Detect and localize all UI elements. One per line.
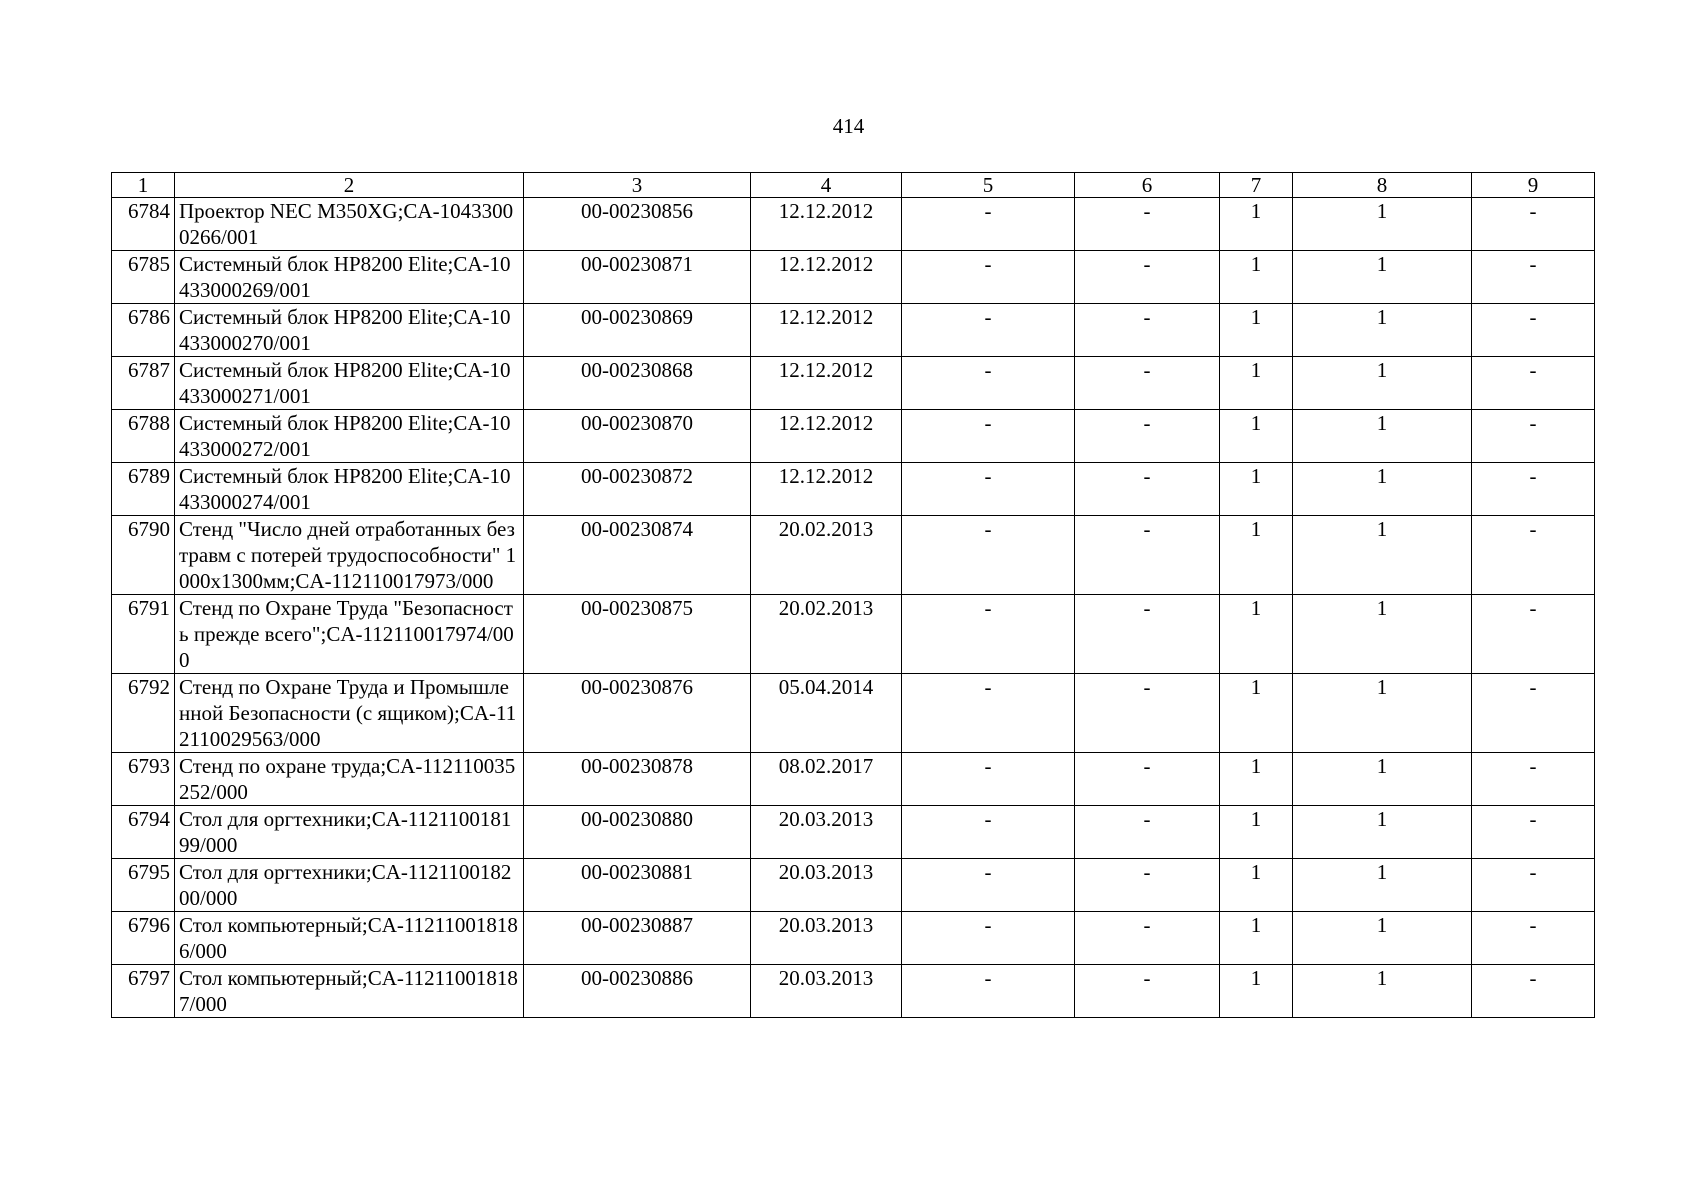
row-number-cell: 6795 xyxy=(112,859,175,912)
header-cell: 1 xyxy=(112,173,175,198)
col5-cell: - xyxy=(902,304,1075,357)
date-cell: 20.03.2013 xyxy=(751,806,902,859)
col7-cell: 1 xyxy=(1220,198,1293,251)
date-cell: 12.12.2012 xyxy=(751,357,902,410)
col6-cell: - xyxy=(1075,753,1220,806)
date-cell: 05.04.2014 xyxy=(751,674,902,753)
col8-cell: 1 xyxy=(1293,965,1472,1018)
item-name-cell: Стенд "Число дней отработанных без травм с потерей трудоспособности" 1000х1300мм;CA-112110017973/000 xyxy=(175,516,524,595)
col6-cell: - xyxy=(1075,859,1220,912)
page-number: 414 xyxy=(832,114,865,138)
table-row xyxy=(112,357,1595,410)
item-name-cell: Стол компьютерный;CA-112110018186/000 xyxy=(175,912,524,965)
header-row xyxy=(112,173,1595,198)
col7-cell: 1 xyxy=(1220,463,1293,516)
col5-cell: - xyxy=(902,912,1075,965)
col6-cell: - xyxy=(1075,912,1220,965)
col8-cell: 1 xyxy=(1293,357,1472,410)
col9-cell: - xyxy=(1472,753,1595,806)
header-cell: 8 xyxy=(1293,173,1472,198)
col9-cell: - xyxy=(1472,806,1595,859)
col5-cell: - xyxy=(902,410,1075,463)
item-name-cell: Стол для оргтехники;CA-112110018199/000 xyxy=(175,806,524,859)
col6-cell: - xyxy=(1075,965,1220,1018)
date-cell: 12.12.2012 xyxy=(751,251,902,304)
inventory-code-cell: 00-00230875 xyxy=(524,595,751,674)
col6-cell: - xyxy=(1075,410,1220,463)
item-name-cell: Стенд по Охране Труда и Промышленной Безопасности (с ящиком);CA-112110029563/000 xyxy=(175,674,524,753)
col5-cell: - xyxy=(902,674,1075,753)
col7-cell: 1 xyxy=(1220,595,1293,674)
row-number-cell: 6797 xyxy=(112,965,175,1018)
inventory-table xyxy=(111,172,1595,1018)
col9-cell: - xyxy=(1472,198,1595,251)
col5-cell: - xyxy=(902,859,1075,912)
date-cell: 08.02.2017 xyxy=(751,753,902,806)
table-header xyxy=(112,173,1595,198)
col5-cell: - xyxy=(902,516,1075,595)
date-cell: 12.12.2012 xyxy=(751,463,902,516)
col7-cell: 1 xyxy=(1220,912,1293,965)
inventory-code-cell: 00-00230868 xyxy=(524,357,751,410)
col5-cell: - xyxy=(902,806,1075,859)
item-name-cell: Системный блок HP8200 Elite;CA-10433000270/001 xyxy=(175,304,524,357)
row-number-cell: 6789 xyxy=(112,463,175,516)
col6-cell: - xyxy=(1075,674,1220,753)
row-number-cell: 6796 xyxy=(112,912,175,965)
col6-cell: - xyxy=(1075,357,1220,410)
table-row xyxy=(112,965,1595,1018)
inventory-code-cell: 00-00230874 xyxy=(524,516,751,595)
col6-cell: - xyxy=(1075,304,1220,357)
header-cell: 4 xyxy=(751,173,902,198)
col7-cell: 1 xyxy=(1220,251,1293,304)
col5-cell: - xyxy=(902,251,1075,304)
date-cell: 20.03.2013 xyxy=(751,912,902,965)
date-cell: 12.12.2012 xyxy=(751,410,902,463)
col6-cell: - xyxy=(1075,516,1220,595)
col9-cell: - xyxy=(1472,357,1595,410)
inventory-code-cell: 00-00230872 xyxy=(524,463,751,516)
col8-cell: 1 xyxy=(1293,859,1472,912)
row-number-cell: 6793 xyxy=(112,753,175,806)
inventory-code-cell: 00-00230880 xyxy=(524,806,751,859)
table-row xyxy=(112,753,1595,806)
inventory-code-cell: 00-00230870 xyxy=(524,410,751,463)
col6-cell: - xyxy=(1075,198,1220,251)
header-cell: 9 xyxy=(1472,173,1595,198)
col5-cell: - xyxy=(902,753,1075,806)
col7-cell: 1 xyxy=(1220,304,1293,357)
inventory-code-cell: 00-00230887 xyxy=(524,912,751,965)
col9-cell: - xyxy=(1472,251,1595,304)
col8-cell: 1 xyxy=(1293,410,1472,463)
item-name-cell: Стол для оргтехники;CA-112110018200/000 xyxy=(175,859,524,912)
col5-cell: - xyxy=(902,198,1075,251)
inventory-code-cell: 00-00230881 xyxy=(524,859,751,912)
col8-cell: 1 xyxy=(1293,198,1472,251)
col8-cell: 1 xyxy=(1293,753,1472,806)
item-name-cell: Системный блок HP8200 Elite;CA-10433000272/001 xyxy=(175,410,524,463)
table-row xyxy=(112,595,1595,674)
col8-cell: 1 xyxy=(1293,304,1472,357)
header-cell: 3 xyxy=(524,173,751,198)
col5-cell: - xyxy=(902,463,1075,516)
table-row xyxy=(112,198,1595,251)
table-row xyxy=(112,859,1595,912)
col6-cell: - xyxy=(1075,463,1220,516)
date-cell: 12.12.2012 xyxy=(751,304,902,357)
inventory-code-cell: 00-00230856 xyxy=(524,198,751,251)
header-cell: 5 xyxy=(902,173,1075,198)
table-row xyxy=(112,674,1595,753)
date-cell: 20.03.2013 xyxy=(751,965,902,1018)
item-name-cell: Системный блок HP8200 Elite;CA-10433000269/001 xyxy=(175,251,524,304)
row-number-cell: 6794 xyxy=(112,806,175,859)
table-row xyxy=(112,463,1595,516)
inventory-code-cell: 00-00230878 xyxy=(524,753,751,806)
table-row xyxy=(112,304,1595,357)
item-name-cell: Системный блок HP8200 Elite;CA-10433000274/001 xyxy=(175,463,524,516)
table-row xyxy=(112,410,1595,463)
col9-cell: - xyxy=(1472,516,1595,595)
header-cell: 7 xyxy=(1220,173,1293,198)
inventory-code-cell: 00-00230876 xyxy=(524,674,751,753)
col9-cell: - xyxy=(1472,859,1595,912)
col7-cell: 1 xyxy=(1220,410,1293,463)
col8-cell: 1 xyxy=(1293,806,1472,859)
col6-cell: - xyxy=(1075,251,1220,304)
table-row xyxy=(112,912,1595,965)
col8-cell: 1 xyxy=(1293,251,1472,304)
table-row xyxy=(112,516,1595,595)
date-cell: 20.02.2013 xyxy=(751,595,902,674)
col9-cell: - xyxy=(1472,410,1595,463)
date-cell: 20.03.2013 xyxy=(751,859,902,912)
col9-cell: - xyxy=(1472,965,1595,1018)
row-number-cell: 6788 xyxy=(112,410,175,463)
table-row xyxy=(112,251,1595,304)
col7-cell: 1 xyxy=(1220,516,1293,595)
col6-cell: - xyxy=(1075,806,1220,859)
col6-cell: - xyxy=(1075,595,1220,674)
item-name-cell: Системный блок HP8200 Elite;CA-10433000271/001 xyxy=(175,357,524,410)
col9-cell: - xyxy=(1472,674,1595,753)
col7-cell: 1 xyxy=(1220,859,1293,912)
item-name-cell: Стенд по Охране Труда "Безопасность прежде всего";CA-112110017974/000 xyxy=(175,595,524,674)
item-name-cell: Стол компьютерный;CA-112110018187/000 xyxy=(175,965,524,1018)
inventory-code-cell: 00-00230871 xyxy=(524,251,751,304)
col7-cell: 1 xyxy=(1220,806,1293,859)
row-number-cell: 6791 xyxy=(112,595,175,674)
row-number-cell: 6790 xyxy=(112,516,175,595)
col5-cell: - xyxy=(902,357,1075,410)
col9-cell: - xyxy=(1472,463,1595,516)
header-cell: 2 xyxy=(175,173,524,198)
col8-cell: 1 xyxy=(1293,463,1472,516)
col9-cell: - xyxy=(1472,595,1595,674)
col8-cell: 1 xyxy=(1293,674,1472,753)
row-number-cell: 6792 xyxy=(112,674,175,753)
col7-cell: 1 xyxy=(1220,674,1293,753)
col5-cell: - xyxy=(902,965,1075,1018)
row-number-cell: 6785 xyxy=(112,251,175,304)
col8-cell: 1 xyxy=(1293,595,1472,674)
col5-cell: - xyxy=(902,595,1075,674)
col9-cell: - xyxy=(1472,304,1595,357)
col7-cell: 1 xyxy=(1220,357,1293,410)
date-cell: 20.02.2013 xyxy=(751,516,902,595)
date-cell: 12.12.2012 xyxy=(751,198,902,251)
item-name-cell: Стенд по охране труда;CA-112110035252/000 xyxy=(175,753,524,806)
row-number-cell: 6787 xyxy=(112,357,175,410)
item-name-cell: Проектор NEC M350XG;CA-10433000266/001 xyxy=(175,198,524,251)
row-number-cell: 6786 xyxy=(112,304,175,357)
col8-cell: 1 xyxy=(1293,516,1472,595)
col7-cell: 1 xyxy=(1220,965,1293,1018)
col7-cell: 1 xyxy=(1220,753,1293,806)
header-cell: 6 xyxy=(1075,173,1220,198)
col8-cell: 1 xyxy=(1293,912,1472,965)
table-row xyxy=(112,806,1595,859)
row-number-cell: 6784 xyxy=(112,198,175,251)
table-body xyxy=(112,198,1595,1018)
inventory-code-cell: 00-00230869 xyxy=(524,304,751,357)
inventory-code-cell: 00-00230886 xyxy=(524,965,751,1018)
col9-cell: - xyxy=(1472,912,1595,965)
